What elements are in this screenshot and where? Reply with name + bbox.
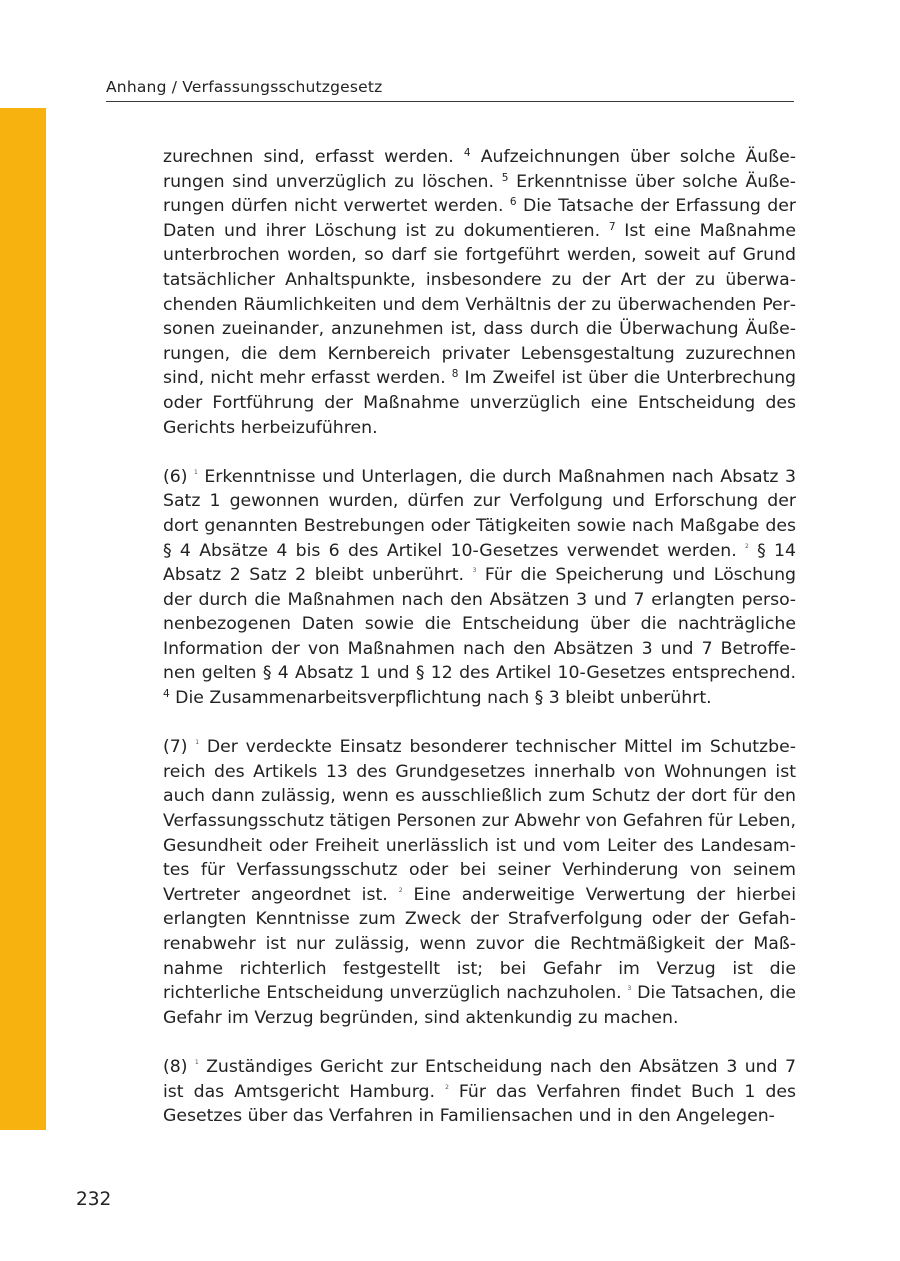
sentence-number: 1: [195, 739, 200, 747]
sentence-number: 4: [163, 688, 170, 701]
sentence-number: 7: [608, 220, 616, 233]
sentence-number: 8: [451, 368, 459, 381]
body-text: [163, 145, 796, 1129]
sentence-number: 1: [194, 468, 198, 476]
sentence-number: 1: [194, 1058, 199, 1066]
sentence-number: 4: [463, 147, 471, 159]
running-header-title: Anhang / Verfassungsschutzgesetz: [106, 78, 383, 96]
paragraph-text: (7): [163, 737, 196, 758]
paragraph-text: (8): [163, 1056, 195, 1077]
sentence-number: 3: [627, 985, 632, 993]
sentence-number: 2: [445, 1083, 449, 1091]
page-number: 232: [76, 1189, 112, 1210]
paragraph-continuation: [163, 145, 796, 440]
paragraph-text: Zuständiges Gericht zur Entscheidung nach den Absätzen 3 und 7 ist das Amtsgericht Hamburg.: [163, 1056, 796, 1102]
sentence-number: 5: [501, 171, 509, 184]
sentence-number: 2: [398, 886, 403, 894]
paragraph-text: Der verdeckte Einsatz besonderer technischer Mittel im Schutzbereich des Artikels 13 des Grundgesetzes innerhalb von Wohnungen ist auch dann zulässig, wenn es ausschließlich zum Schutz der dort für den Verfassungsschutz tätigen Personen zur Abwehr von Gefahren für Leben, Gesundheit oder Freiheit unerlässlich ist und vom Leiter des Landesamtes für Verfassungsschutz oder bei seiner Verhinderung von seinem Vertreter angeordnet ist.: [163, 737, 796, 905]
sentence-number: 2: [744, 542, 749, 550]
paragraph-7: [163, 735, 796, 1030]
paragraph-text: Erkenntnisse über solche Äußerungen dürfen nicht verwertet werden.: [163, 171, 796, 217]
paragraph-text: Für das Verfahren findet Buch 1 des Gesetzes über das Verfahren in Familiensachen und in den Angelegen-: [163, 1081, 796, 1127]
accent-side-bar: [0, 108, 46, 1130]
paragraph-text: Aufzeichnungen über solche Äußerungen sind unverzüglich zu löschen.: [163, 147, 796, 192]
paragraph-text: Im Zweifel ist über die Unterbrechung oder Fortführung der Maßnahme unverzüglich eine Entscheidung des Gerichts herbeizuführen.: [163, 368, 796, 438]
paragraph-text: Die Tatsache der Erfassung der Daten und ihrer Löschung ist zu dokumentieren.: [163, 196, 796, 241]
paragraph-text: § 14 Absatz 2 Satz 2 bleibt unberührt.: [163, 540, 796, 586]
sentence-number: 6: [509, 196, 517, 209]
paragraph-text: Ist eine Maßnahme unterbrochen worden, so darf sie fortgeführt werden, soweit auf Grund tatsächlicher Anhaltspunkte, insbesondere zu der Art der zu überwachenden Räumlichkeiten und dem Verhältnis der zu überwachenden Personen zueinander, anzunehmen ist, dass durch die Überwachung Äußerungen, die dem Kernbereich privater Lebensgestaltung zuzurechnen sind, nicht mehr erfasst werden.: [163, 220, 796, 389]
paragraph-8: [163, 1055, 796, 1129]
paragraph-6: [163, 465, 796, 711]
page-header: [106, 76, 794, 102]
paragraph-text: (6): [163, 466, 194, 487]
paragraph-text: Eine anderweitige Verwertung der hierbei erlangten Kenntnisse zum Zweck der Strafverfolgung oder der Gefahrenabwehr ist nur zulässig, wenn zuvor die Rechtmäßigkeit der Maßnahme richterlich festgestellt ist; bei Gefahr im Verzug ist die richterliche Entscheidung unverzüglich nachzuholen.: [163, 884, 796, 1004]
paragraph-text: Die Zusammenarbeitsverpflichtung nach § 3 bleibt unberührt.: [169, 688, 712, 709]
paragraph-text: Erkenntnisse und Unterlagen, die durch Maßnahmen nach Absatz 3 Satz 1 gewonnen wurden, dürfen zur Verfolgung und Erforschung der dort genannten Bestrebungen oder Tätigkeiten sowie nach Maßgabe des § 4 Absätze 4 bis 6 des Artikel 10-Gesetzes verwendet werden.: [163, 466, 796, 561]
paragraph-text: Die Tatsachen, die Gefahr im Verzug begründen, sind aktenkundig zu machen.: [163, 983, 797, 1028]
paragraph-text: Für die Speicherung und Löschung der durch die Maßnahmen nach den Absätzen 3 und 7 erlangten personenbezogenen Daten sowie die Entscheidung über die nachträgliche Information der von Maßnahmen nach den Absätzen 3 und 7 Betroffenen gelten § 4 Absatz 1 und § 12 des Artikel 10-Gesetzes entsprechend.: [163, 565, 796, 684]
sentence-number: 3: [472, 567, 477, 575]
paragraph-text: zurechnen sind, erfasst werden.: [163, 147, 464, 167]
